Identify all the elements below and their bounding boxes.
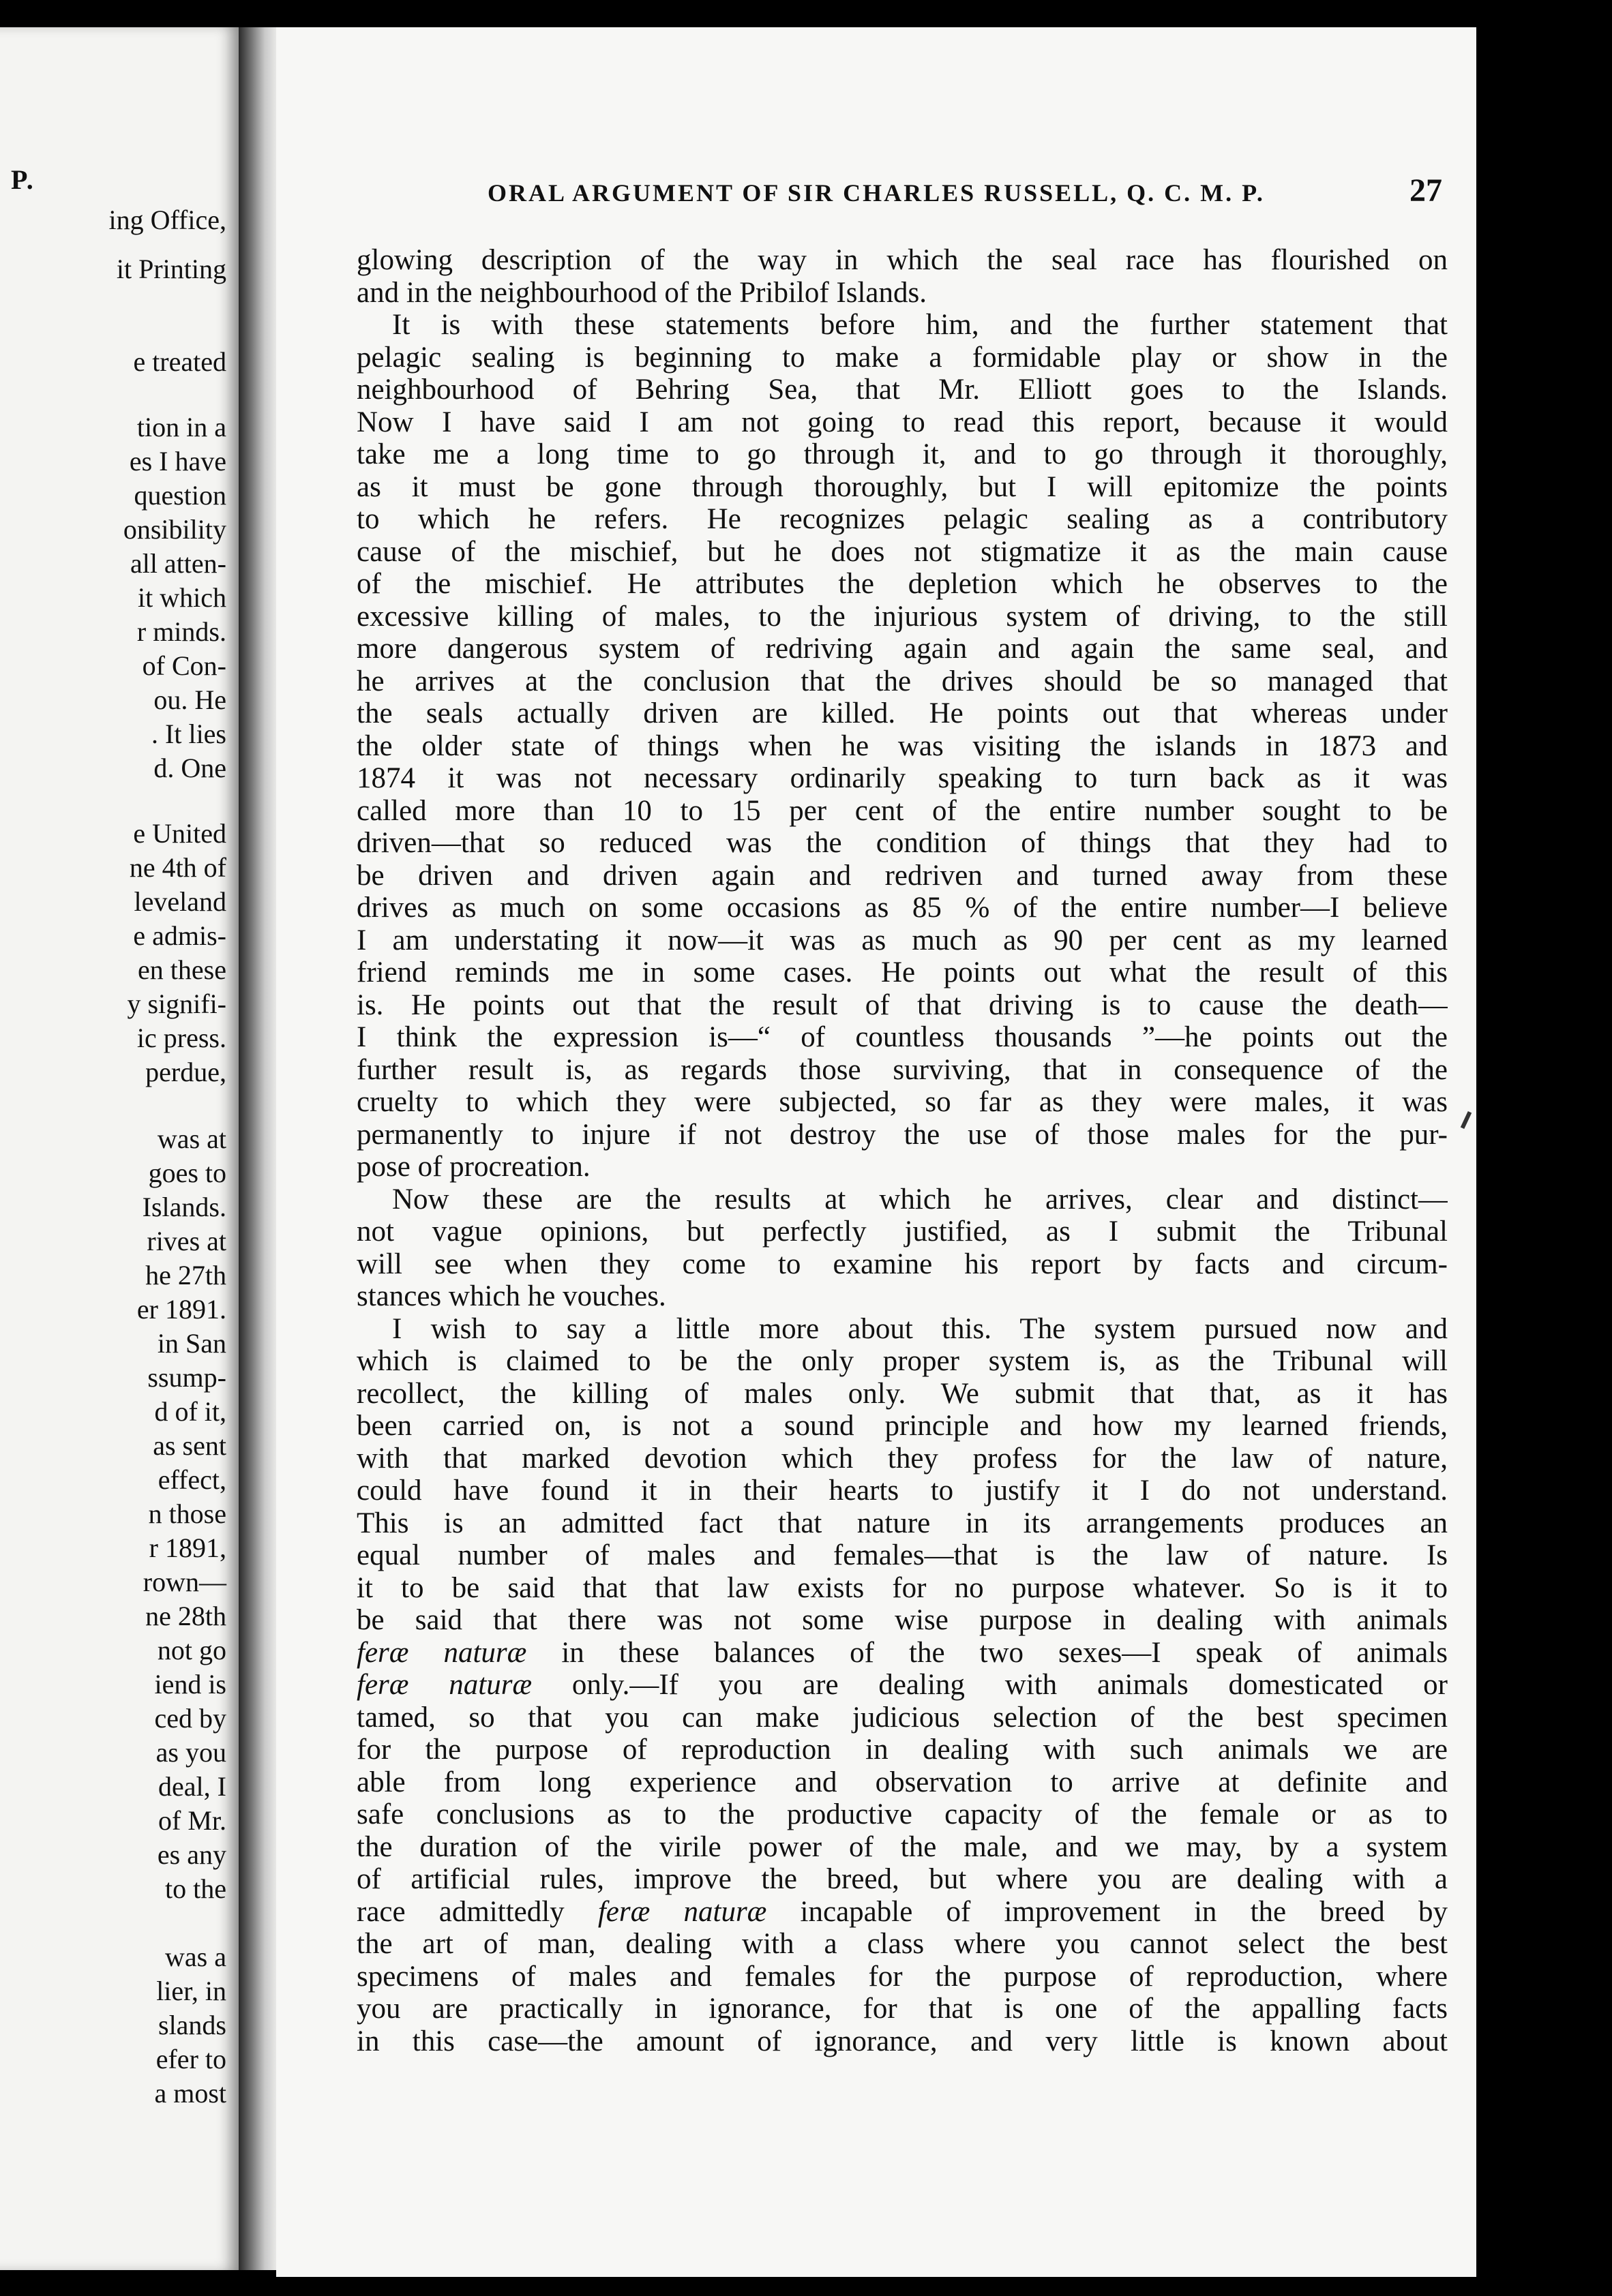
text-line: he arrives at the conclusion that the drives should be so managed that: [357, 665, 1448, 697]
text-line: pelagic sealing is beginning to make a formidable play or show in the: [357, 341, 1448, 374]
text-line: tamed, so that you can make judicious selection of the best specimen: [357, 1701, 1448, 1734]
text-line: of artificial rules, improve the breed, but where you are dealing with a: [357, 1863, 1448, 1895]
text-line: the duration of the virile power of the male, and we may, by a system: [357, 1830, 1448, 1863]
text-line: been carried on, is not a sound principle and how my learned friends,: [357, 1410, 1448, 1442]
text-line: neighbourhood of Behring Sea, that Mr. Elliott goes to the Islands.: [357, 374, 1448, 406]
text-line: in this case—the amount of ignorance, and very little is known about: [357, 2025, 1448, 2057]
body-text: [357, 244, 1448, 2057]
left-page-line: was at: [157, 1123, 226, 1154]
left-page-line: n those: [148, 1498, 226, 1529]
text-line: which is claimed to be the only proper system is, as the Tribunal will: [357, 1345, 1448, 1377]
left-page-line: as you: [155, 1737, 226, 1768]
left-page-line: it Printing: [116, 254, 226, 284]
left-page-line: efer to: [155, 2044, 226, 2074]
text-line: pose of procreation.: [357, 1151, 591, 1183]
left-page-line: perdue,: [145, 1057, 226, 1087]
left-page-line: a most: [154, 2078, 226, 2109]
left-page-line: question: [134, 480, 226, 511]
text-line: recollect, the killing of males only. We submit that that, as it has: [357, 1377, 1448, 1410]
left-page-line: ne 28th: [145, 1601, 226, 1631]
left-page-line: es I have: [129, 446, 226, 477]
text-line: called more than 10 to 15 per cent of the entire number sought to be: [357, 794, 1448, 827]
text-line: I wish to say a little more about this. The system pursued now and: [392, 1312, 1448, 1345]
left-page-line: e treated: [133, 346, 226, 377]
text-line: excessive killing of males, to the injurious system of driving, to the still: [357, 600, 1448, 633]
text-line: cause of the mischief, but he does not stigmatize it as the main cause: [357, 535, 1448, 568]
text-line: safe conclusions as to the productive capacity of the female or as to: [357, 1798, 1448, 1830]
text-line: I am understating it now—it was as much as 90 per cent as my learned: [357, 924, 1448, 956]
left-page-line: deal, I: [158, 1771, 226, 1802]
left-page-line: he 27th: [145, 1260, 226, 1290]
text-line: I think the expression is—“ of countless thousands ”—he points out the: [357, 1021, 1448, 1053]
left-page-line: r minds.: [136, 616, 226, 647]
left-page-line: goes to: [148, 1158, 226, 1188]
text-line: 1874 it was not necessary ordinarily speaking to turn back as it was: [357, 762, 1448, 794]
text-line: driven—that so reduced was the condition of things that they had to: [357, 827, 1448, 859]
running-head: [488, 172, 1442, 209]
text-line: glowing description of the way in which the seal race has flourished on: [357, 244, 1448, 276]
text-line: be said that there was not some wise purpose in dealing with animals: [357, 1604, 1448, 1636]
left-page-line: rives at: [147, 1226, 226, 1256]
text-line: more dangerous system of redriving again and again the same seal, and: [357, 633, 1448, 665]
left-page-line: er 1891.: [136, 1294, 226, 1325]
text-line: further result is, as regards those surviving, that in consequence of the: [357, 1053, 1448, 1086]
left-page-line: slands: [158, 2010, 226, 2040]
text-line: This is an admitted fact that nature in its arrangements produces an: [357, 1507, 1448, 1539]
book-gutter: [239, 27, 276, 2270]
left-page-line: all atten-: [130, 548, 226, 579]
left-page-line: e United: [133, 818, 226, 849]
text-line: to which he refers. He recognizes pelagic sealing as a contributory: [357, 503, 1448, 535]
left-page-line: leveland: [134, 886, 226, 917]
left-page-line: not go: [157, 1635, 226, 1665]
text-line: with that marked devotion which they profess for the law of nature,: [357, 1442, 1448, 1475]
text-line: be driven and driven again and redriven and turned away from these: [357, 859, 1448, 892]
text-line: will see when they come to examine his report by facts and circum-: [357, 1248, 1448, 1280]
text-line: specimens of males and females for the purpose of reproduction, where: [357, 1960, 1448, 1993]
left-page-line: d. One: [153, 753, 226, 783]
left-page-line: Islands.: [142, 1192, 226, 1222]
text-line: cruelty to which they were subjected, so far as they were males, it was: [357, 1086, 1448, 1118]
text-line: able from long experience and observation to arrive at definite and: [357, 1766, 1448, 1798]
left-page-line: effect,: [158, 1464, 226, 1495]
text-line: it to be said that that law exists for no purpose whatever. So is it to: [357, 1571, 1448, 1604]
text-line: friend reminds me in some cases. He points out what the result of this: [357, 956, 1448, 988]
left-page-line: ou. He: [153, 684, 226, 715]
left-page-line: was a: [165, 1942, 226, 1972]
left-page-line: ic press.: [136, 1023, 226, 1053]
text-line: you are practically in ignorance, for that is one of the appalling facts: [357, 1993, 1448, 2025]
left-page-line: ced by: [154, 1703, 226, 1734]
left-page-header: P.: [11, 164, 35, 195]
text-line: take me a long time to go through it, and to go through it thoroughly,: [357, 438, 1448, 470]
left-page-line: . It lies: [151, 719, 226, 749]
left-page-line: en these: [138, 954, 226, 985]
text-line: permanently to injure if not destroy the use of those males for the pur-: [357, 1118, 1448, 1151]
left-page-line: iend is: [154, 1669, 226, 1700]
text-line: stances which he vouches.: [357, 1280, 666, 1312]
left-page-line: lier, in: [156, 1976, 226, 2006]
text-line: for the purpose of reproduction in dealing with such animals we are: [357, 1734, 1448, 1766]
text-line: feræ naturæ in these balances of the two sexes—I speak of animals: [357, 1636, 1448, 1669]
left-page: [0, 27, 239, 2270]
text-line: the older state of things when he was visiting the islands in 1873 and: [357, 729, 1448, 762]
text-line: is. He points out that the result of that driving is to cause the death—: [357, 988, 1448, 1021]
text-line: not vague opinions, but perfectly justified, as I submit the Tribunal: [357, 1215, 1448, 1248]
text-line: drives as much on some occasions as 85 % of the entire number—I believe: [357, 892, 1448, 924]
text-line: could have found it in their hearts to justify it I do not understand.: [357, 1475, 1448, 1507]
left-page-line: d of it,: [154, 1396, 226, 1427]
left-page-line: y signifi-: [127, 988, 226, 1019]
left-page-line: in San: [157, 1328, 226, 1359]
left-page-line: of Mr.: [158, 1805, 226, 1836]
left-page-line: es any: [157, 1839, 226, 1870]
left-page-line: it which: [138, 582, 226, 613]
text-line: equal number of males and females—that is the law of nature. Is: [357, 1539, 1448, 1571]
text-line: of the mischief. He attributes the depletion which he observes to the: [357, 568, 1448, 600]
left-page-line: rown—: [143, 1567, 226, 1597]
right-page: [276, 27, 1476, 2277]
left-page-line: ing Office,: [108, 205, 226, 235]
text-line: race admittedly feræ naturæ incapable of improvement in the breed by: [357, 1895, 1448, 1928]
left-page-line: tion in a: [136, 412, 226, 442]
left-page-line: to the: [165, 1873, 226, 1904]
text-line: the art of man, dealing with a class where you cannot select the best: [357, 1928, 1448, 1960]
running-head-title: ORAL ARGUMENT OF SIR CHARLES RUSSELL, Q. C. M. P.: [488, 179, 1265, 207]
text-line: feræ naturæ only.—If you are dealing with animals domesticated or: [357, 1669, 1448, 1701]
page-number: 27: [1409, 172, 1442, 209]
left-page-line: of Con-: [142, 650, 226, 681]
left-page-line: onsibility: [123, 514, 226, 545]
left-page-line: as sent: [153, 1430, 226, 1461]
text-line: Now I have said I am not going to read this report, because it would: [357, 406, 1448, 438]
left-page-line: r 1891,: [149, 1532, 226, 1563]
text-line: It is with these statements before him, and the further statement that: [392, 309, 1448, 341]
left-page-line: ne 4th of: [129, 852, 226, 883]
text-line: Now these are the results at which he arrives, clear and distinct—: [392, 1183, 1448, 1215]
left-page-line: ssump-: [147, 1362, 226, 1393]
text-line: and in the neighbourhood of the Pribilof Islands.: [357, 276, 927, 309]
text-line: the seals actually driven are killed. He points out that whereas under: [357, 697, 1448, 729]
text-line: as it must be gone through thoroughly, but I will epitomize the points: [357, 470, 1448, 503]
left-page-line: e admis-: [133, 920, 226, 951]
